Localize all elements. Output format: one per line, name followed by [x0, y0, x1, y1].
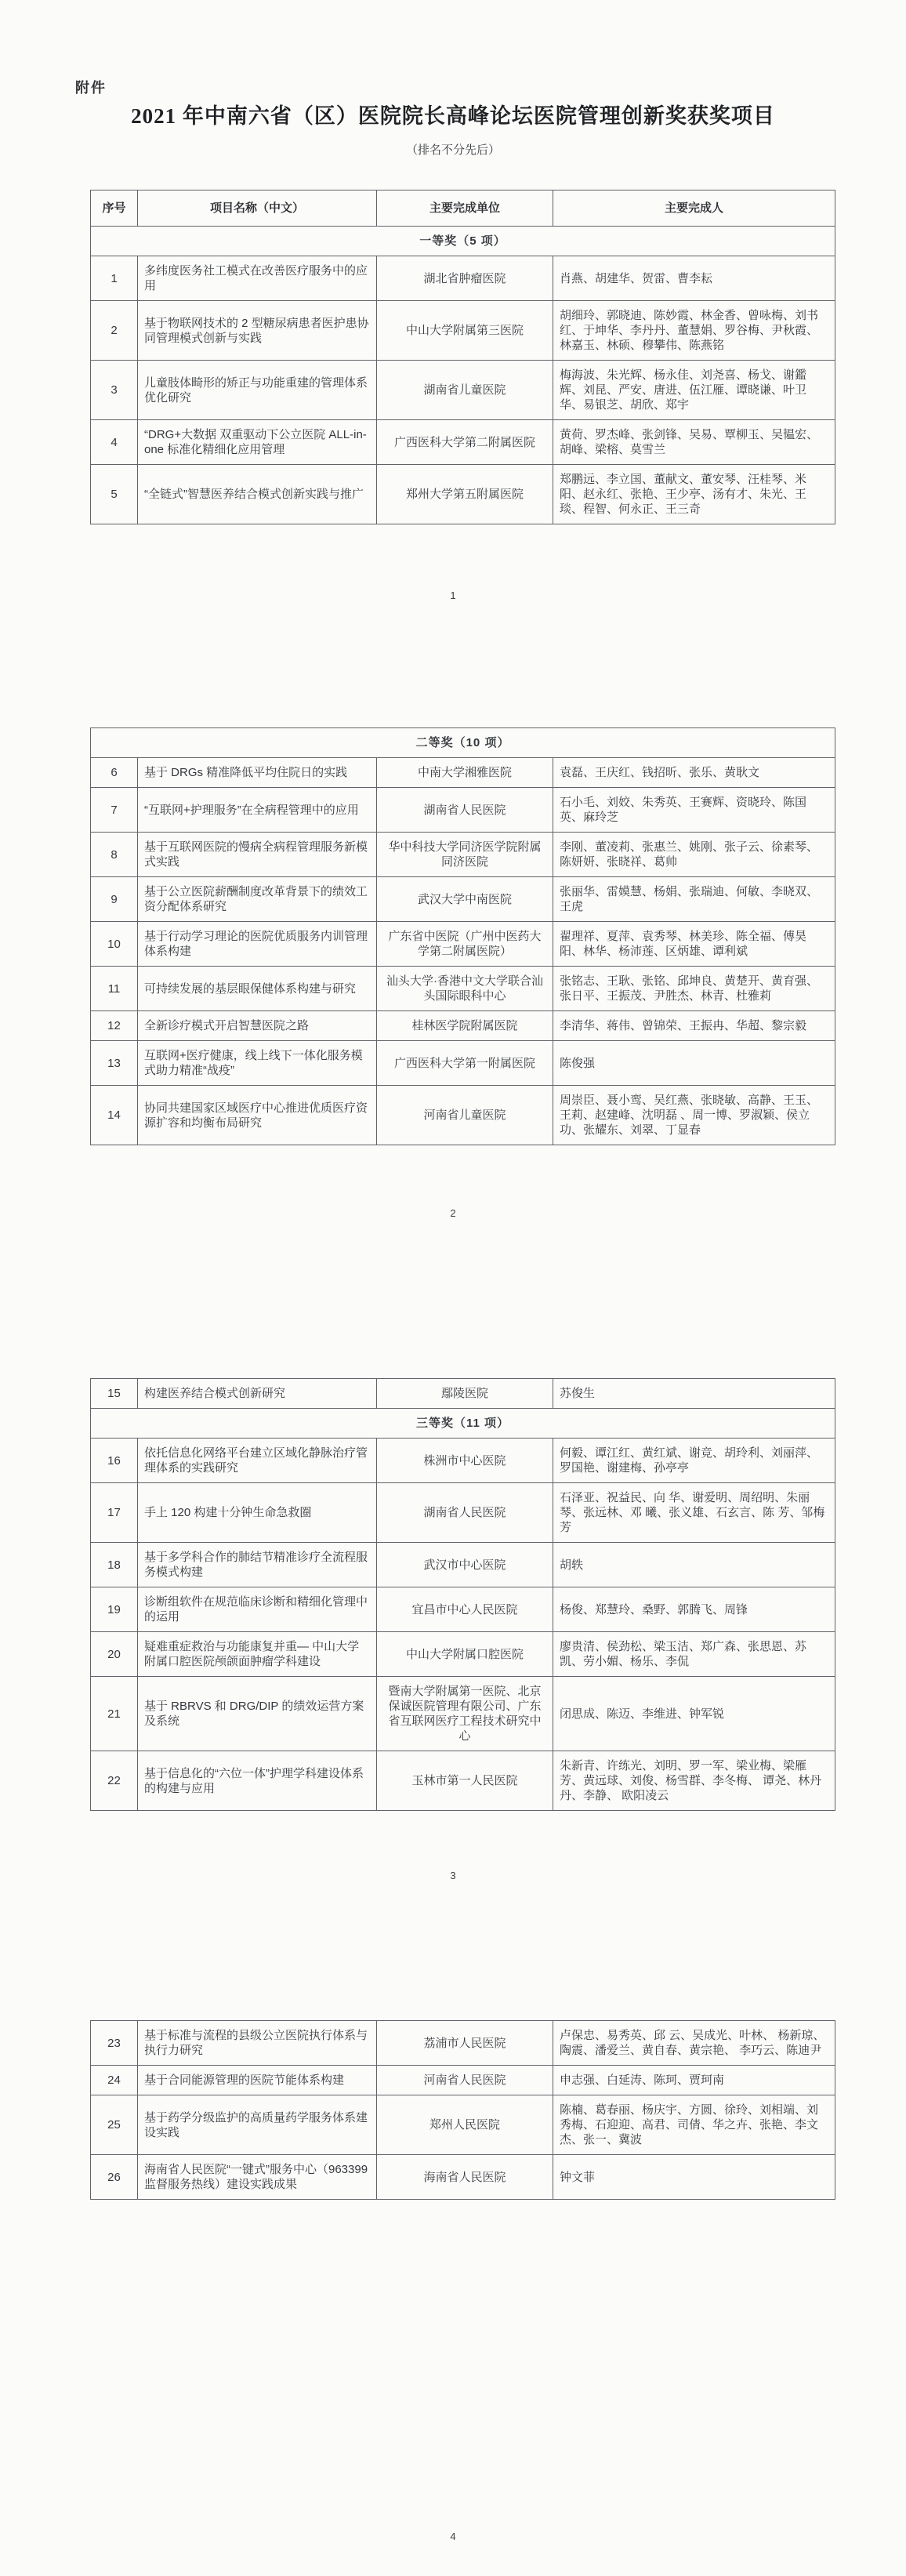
cell-org: 武汉市中心医院 [377, 1543, 553, 1587]
cell-no: 13 [91, 1041, 138, 1086]
table-row [91, 420, 835, 465]
section-banner-row [91, 728, 835, 758]
table-row [91, 1751, 835, 1811]
cell-project: 协同共建国家区域医疗中心推进优质医疗资源扩容和均衡布局研究 [138, 1086, 377, 1145]
awards-table-page-2 [90, 727, 835, 1145]
cell-project: 基于 DRGs 精准降低平均住院日的实践 [138, 758, 377, 788]
cell-org: 鄢陵医院 [377, 1379, 553, 1409]
cell-org: 桂林医学院附属医院 [377, 1011, 553, 1041]
awards-table-page-3-wrap [90, 1378, 836, 1811]
cell-people: 陈俊强 [553, 1041, 835, 1086]
table-row [91, 833, 835, 877]
cell-project: 基于行动学习理论的医院优质服务内训管理体系构建 [138, 922, 377, 967]
cell-no: 23 [91, 2021, 138, 2066]
table-row [91, 967, 835, 1011]
cell-project: 基于标准与流程的县级公立医院执行体系与执行力研究 [138, 2021, 377, 2066]
page-subtitle: （排名不分先后） [405, 143, 500, 157]
cell-people: 陈楠、葛春丽、杨庆宇、方圆、徐玲、刘相端、刘秀梅、石迎迎、高君、司倩、华之卉、张艳、李文杰、张一、冀波 [553, 2095, 835, 2155]
page-number: 1 [450, 590, 456, 601]
table-row [91, 256, 835, 301]
cell-org: 暨南大学附属第一医院、北京保诚医院管理有限公司、广东省互联网医疗工程技术研究中心 [377, 1677, 553, 1751]
cell-no: 15 [91, 1379, 138, 1409]
cell-people: 闭思成、陈迈、李维进、钟军锐 [553, 1677, 835, 1751]
table-row [91, 877, 835, 922]
cell-org: 中山大学附属口腔医院 [377, 1632, 553, 1677]
cell-org: 湖南省儿童医院 [377, 361, 553, 420]
cell-project: 儿童肢体畸形的矫正与功能重建的管理体系优化研究 [138, 361, 377, 420]
cell-people: 李清华、蒋伟、曾锦荣、王振冉、华超、黎宗毅 [553, 1011, 835, 1041]
section-banner: 一等奖（5 项） [91, 227, 835, 256]
section-banner-row [91, 1409, 835, 1439]
cell-project: 构建医养结合模式创新研究 [138, 1379, 377, 1409]
column-header: 项目名称（中文） [138, 190, 377, 227]
cell-no: 3 [91, 361, 138, 420]
cell-project: 手上 120 构建十分钟生命急救圈 [138, 1483, 377, 1543]
cell-no: 19 [91, 1587, 138, 1632]
cell-no: 18 [91, 1543, 138, 1587]
cell-org: 华中科技大学同济医学院附属同济医院 [377, 833, 553, 877]
table-row [91, 2021, 835, 2066]
cell-people: 廖贵清、侯劲松、梁玉洁、郑广森、张思恩、苏凯、劳小媚、杨乐、李侃 [553, 1632, 835, 1677]
cell-project: 基于公立医院薪酬制度改革背景下的绩效工资分配体系研究 [138, 877, 377, 922]
cell-project: 基于药学分级监护的高质量药学服务体系建设实践 [138, 2095, 377, 2155]
table-row [91, 1379, 835, 1409]
cell-org: 宜昌市中心人民医院 [377, 1587, 553, 1632]
table-row [91, 2066, 835, 2095]
cell-people: 胡轶 [553, 1543, 835, 1587]
table-row [91, 301, 835, 361]
cell-org: 郑州大学第五附属医院 [377, 465, 553, 524]
cell-people: 杨俊、郑慧玲、桑野、郭腾飞、周锋 [553, 1587, 835, 1632]
cell-org: 广东省中医院（广州中医药大学第二附属医院） [377, 922, 553, 967]
awards-table-page-2-wrap [90, 727, 836, 1145]
cell-project: “DRG+大数据 双重驱动下公立医院 ALL-in-one 标准化精细化应用管理 [138, 420, 377, 465]
cell-no: 6 [91, 758, 138, 788]
cell-project: 诊断组软件在规范临床诊断和精细化管理中的运用 [138, 1587, 377, 1632]
cell-no: 5 [91, 465, 138, 524]
awards-table-page-1 [90, 190, 835, 524]
cell-people: 李刚、董凌莉、张惠兰、姚刚、张子云、徐素琴、陈妍妍、张晓祥、葛帅 [553, 833, 835, 877]
cell-people: 胡细玲、郭晓迪、陈妙霞、林金香、曾咏梅、刘书红、于坤华、李丹丹、董慧娟、罗谷梅、尹秋霞、林嘉玉、林硕、穆攀伟、陈燕铭 [553, 301, 835, 361]
cell-people: 张铭志、王耿、张铭、邱坤良、黄楚开、黄育强、张日平、王振茂、尹胜杰、林青、杜雅莉 [553, 967, 835, 1011]
cell-people: 卢保忠、易秀英、邱 云、吴成光、叶林、 杨新琼、陶震、潘爱兰、黄自春、黄宗艳、 李巧云、陈迪尹 [553, 2021, 835, 2066]
cell-no: 10 [91, 922, 138, 967]
awards-table-page-4-wrap [90, 2020, 836, 2200]
cell-no: 25 [91, 2095, 138, 2155]
cell-project: 基于多学科合作的肺结节精准诊疗全流程服务模式构建 [138, 1543, 377, 1587]
table-row [91, 2095, 835, 2155]
cell-org: 中山大学附属第三医院 [377, 301, 553, 361]
cell-no: 24 [91, 2066, 138, 2095]
table-row [91, 361, 835, 420]
table-row [91, 1483, 835, 1543]
cell-no: 22 [91, 1751, 138, 1811]
cell-no: 11 [91, 967, 138, 1011]
cell-people: 何毅、谭江红、黄红斌、谢竞、胡玲利、刘丽萍、罗国艳、谢建梅、孙亭亭 [553, 1439, 835, 1483]
cell-project: 基于互联网医院的慢病全病程管理服务新模式实践 [138, 833, 377, 877]
awards-table-page-4 [90, 2020, 835, 2200]
cell-project: 依托信息化网络平台建立区域化静脉治疗管理体系的实践研究 [138, 1439, 377, 1483]
cell-no: 1 [91, 256, 138, 301]
cell-project: “互联网+护理服务”在全病程管理中的应用 [138, 788, 377, 833]
table-header-row [91, 190, 835, 227]
cell-project: 海南省人民医院“一键式”服务中心（963399 监督服务热线）建设实践成果 [138, 2155, 377, 2200]
cell-org: 武汉大学中南医院 [377, 877, 553, 922]
cell-project: 基于信息化的“六位一体”护理学科建设体系的构建与应用 [138, 1751, 377, 1811]
cell-people: 周崇臣、聂小鸾、吴红燕、张晓敏、高静、王玉、王莉、赵建峰、沈明磊 、周一博、罗淑颖、侯立功、张耀东、刘翠、丁显春 [553, 1086, 835, 1145]
cell-org: 郑州人民医院 [377, 2095, 553, 2155]
cell-project: 可持续发展的基层眼保健体系构建与研究 [138, 967, 377, 1011]
page-title: 2021 年中南六省（区）医院院长高峰论坛医院管理创新奖获奖项目 [131, 104, 775, 128]
cell-no: 21 [91, 1677, 138, 1751]
table-row [91, 1677, 835, 1751]
table-row [91, 788, 835, 833]
section-banner-row [91, 227, 835, 256]
cell-people: 肖燕、胡建华、贺雷、曹李耘 [553, 256, 835, 301]
cell-no: 20 [91, 1632, 138, 1677]
table-row [91, 1086, 835, 1145]
cell-people: 翟理祥、夏萍、袁秀琴、林美珍、陈全福、傅昊阳、林华、杨沛莲、区炳雄、谭利斌 [553, 922, 835, 967]
table-row [91, 1011, 835, 1041]
cell-no: 4 [91, 420, 138, 465]
cell-people: 钟文菲 [553, 2155, 835, 2200]
cell-people: 石泽亚、祝益民、向 华、谢爱明、周绍明、朱丽琴、张远林、邓 曦、张义雄、石玄言、陈 芳、邹梅芳 [553, 1483, 835, 1543]
cell-no: 16 [91, 1439, 138, 1483]
cell-project: 基于物联网技术的 2 型糖尿病患者医护患协同管理模式创新与实践 [138, 301, 377, 361]
cell-org: 海南省人民医院 [377, 2155, 553, 2200]
cell-project: “全链式”智慧医养结合模式创新实践与推广 [138, 465, 377, 524]
cell-people: 梅海波、朱光辉、杨永佳、刘尧喜、杨戈、谢鑑辉、刘昆、严安、唐进、伍江雁、谭晓谦、叶卫华、易银芝、胡欣、郑宇 [553, 361, 835, 420]
cell-org: 荔浦市人民医院 [377, 2021, 553, 2066]
cell-project: 多纬度医务社工模式在改善医疗服务中的应用 [138, 256, 377, 301]
cell-people: 申志强、白延涛、陈珂、贾珂南 [553, 2066, 835, 2095]
table-row [91, 1587, 835, 1632]
table-row [91, 465, 835, 524]
cell-org: 玉林市第一人民医院 [377, 1751, 553, 1811]
cell-org: 河南省人民医院 [377, 2066, 553, 2095]
cell-people: 石小毛、刘姣、朱秀英、王赛辉、资晓玲、陈国英、麻玲芝 [553, 788, 835, 833]
awards-table-page-3 [90, 1378, 835, 1811]
cell-project: 互联网+医疗健康，线上线下一体化服务模式助力精准“战疫” [138, 1041, 377, 1086]
column-header: 主要完成单位 [377, 190, 553, 227]
cell-project: 基于合同能源管理的医院节能体系构建 [138, 2066, 377, 2095]
column-header: 序号 [91, 190, 138, 227]
cell-org: 广西医科大学第二附属医院 [377, 420, 553, 465]
cell-people: 袁磊、王庆红、钱招昕、张乐、黄耿文 [553, 758, 835, 788]
page-number: 3 [450, 1870, 456, 1881]
cell-no: 26 [91, 2155, 138, 2200]
page-number: 2 [450, 1207, 456, 1219]
cell-org: 广西医科大学第一附属医院 [377, 1041, 553, 1086]
section-banner: 二等奖（10 项） [91, 728, 835, 758]
table-row [91, 922, 835, 967]
table-row [91, 1543, 835, 1587]
cell-people: 朱新青、许练光、刘明、罗一军、梁业梅、梁雁芳、黄远球、刘俊、杨雪群、李冬梅、 谭尧、林丹丹、李静、 欧阳凌云 [553, 1751, 835, 1811]
cell-people: 郑鹏远、李立国、董献文、董安琴、汪桂琴、米阳、赵永红、张艳、王少亭、汤有才、朱光、王琰、程智、何永正、王三奇 [553, 465, 835, 524]
column-header: 主要完成人 [553, 190, 835, 227]
cell-people: 黄荷、罗杰峰、张剑锋、吴易、覃柳玉、吴韫宏、胡峰、梁榕、莫雪兰 [553, 420, 835, 465]
cell-no: 14 [91, 1086, 138, 1145]
attachment-label: 附件 [75, 80, 107, 96]
cell-no: 2 [91, 301, 138, 361]
cell-no: 7 [91, 788, 138, 833]
cell-no: 8 [91, 833, 138, 877]
cell-project: 全新诊疗模式开启智慧医院之路 [138, 1011, 377, 1041]
cell-org: 汕头大学·香港中文大学联合汕头国际眼科中心 [377, 967, 553, 1011]
table-row [91, 1439, 835, 1483]
cell-people: 苏俊生 [553, 1379, 835, 1409]
table-row [91, 1041, 835, 1086]
cell-org: 株洲市中心医院 [377, 1439, 553, 1483]
cell-no: 12 [91, 1011, 138, 1041]
cell-org: 湖南省人民医院 [377, 1483, 553, 1543]
cell-org: 湖南省人民医院 [377, 788, 553, 833]
table-row [91, 1632, 835, 1677]
awards-table-page-1-wrap [90, 190, 836, 524]
cell-no: 9 [91, 877, 138, 922]
section-banner: 三等奖（11 项） [91, 1409, 835, 1439]
cell-no: 17 [91, 1483, 138, 1543]
cell-org: 河南省儿童医院 [377, 1086, 553, 1145]
page-number: 4 [450, 2531, 456, 2542]
table-row [91, 758, 835, 788]
cell-org: 中南大学湘雅医院 [377, 758, 553, 788]
table-row [91, 2155, 835, 2200]
cell-people: 张丽华、雷嫫慧、杨娟、张瑞迪、何敏、李晓双、王虎 [553, 877, 835, 922]
cell-project: 疑难重症救治与功能康复并重— 中山大学附属口腔医院颅颌面肿瘤学科建设 [138, 1632, 377, 1677]
cell-org: 湖北省肿瘤医院 [377, 256, 553, 301]
cell-project: 基于 RBRVS 和 DRG/DIP 的绩效运营方案及系统 [138, 1677, 377, 1751]
